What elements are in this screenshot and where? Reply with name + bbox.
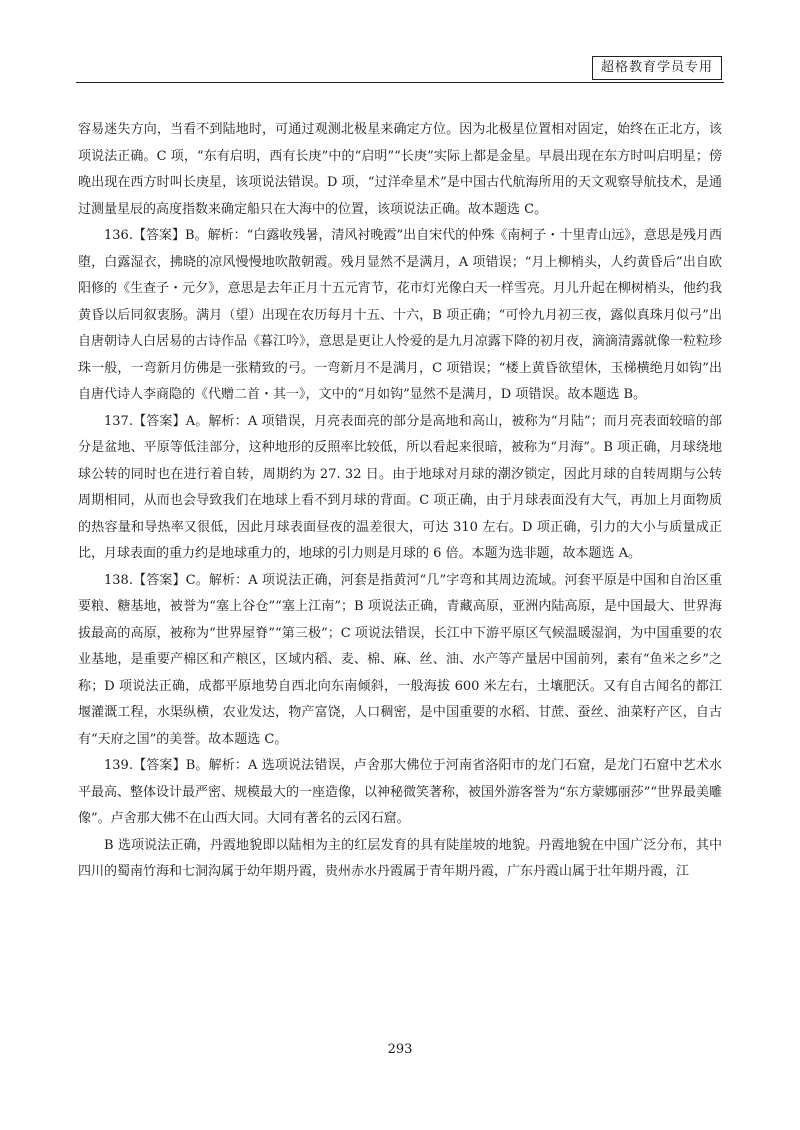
page-number: 293 — [387, 1042, 413, 1057]
paragraph-answer-137: 137.【答案】A。解析：A 项错误，月亮表面亮的部分是高地和高山，被称为“月陆”；而月亮表面较暗的部分是盆地、平原等低洼部分，这种地形的反照率比较低，所以看起来很暗，被称为“月海”。B 项正确，月球绕地球公转的同时也在进行着自转，周期约为 27. 32 日。由于地球对月球的潮汐锁定，因此月球的自转周期与公转周期相同，从而也会导致我们在地球上看不到月球的背面。C 项正确，由于月球表面没有大气，再加上月面物质的热容量和导热率又很低，因此月球表面昼夜的温差很大，可达 310 左右。D 项正确，引力的大小与质量成正比，月球表面的重力约是地球重力的，地球的引力则是月球的 6 倍。本题为选非题，故本题选 A。 — [78, 413, 722, 561]
header-rule — [76, 82, 724, 83]
paragraph-answer-138: 138.【答案】C。解析：A 项说法正确，河套是指黄河“几”字弯和其周边流域。河套平原是中国和自治区重要粮、糖基地，被誉为“塞上谷仓”“塞上江南”；B 项说法正确，青藏高原，亚洲内陆高原，是中国最大、世界海拔最高的高原，被称为“世界屋脊”“第三极”；C 项说法错误，长江中下游平原区气候温暖湿润，为中国重要的农业基地，是重要产棉区和产粮区，区域内稻、麦、棉、麻、丝、油、水产等产量居中国前列，素有“鱼米之乡”之称；D 项说法正确，成都平原地势自西北向东南倾斜，一般海拔 600 米左右，土壤肥沃。又有自古闻名的都江堰灌溉工程，水渠纵横，农业发达，物产富饶，人口稠密，是中国重要的水稻、甘蔗、蚕丝、油菜籽产区，自古有“天府之国”的美誉。故本题选 C。 — [78, 572, 722, 747]
header-badge: 超格教育学员专用 — [592, 56, 722, 80]
paragraph-answer-139: 139.【答案】B。解析：A 选项说法错误，卢舍那大佛位于河南省洛阳市的龙门石窟，是龙门石窟中艺术水平最高、整体设计最严密、规模最大的一座造像，以神秘微笑著称，被国外游客誉为“东方蒙娜丽莎”“世界最美雕像”。卢舍那大佛不在山西大同。大同有著名的云冈石窟。 — [78, 758, 722, 826]
paragraph-answer-136: 136.【答案】B。解析：“白露收残暑，清风衬晚霞”出自宋代的仲殊《南柯子・十里青山远》，意思是残月西堕，白露湿衣，拂晓的凉风慢慢地吹散朝霞。残月显然不是满月，A 项错误；“月上柳梢头，人约黄昏后”出自欧阳修的《生查子・元夕》，意思是去年正月十五元宵节，花市灯光像白天一样雪亮。月儿升起在柳树梢头，他约我黄昏以后同叙衷肠。满月（望）出现在农历每月十五、十六，B 项正确；“可怜九月初三夜，露似真珠月似弓”出自唐朝诗人白居易的古诗作品《暮江吟》，意思是更让人怜爱的是九月凉露下降的初月夜，滴滴清露就像一粒粒珍珠一般，一弯新月仿佛是一张精致的弓。一弯新月不是满月，C 项错误；“楼上黄昏欲望休，玉梯横绝月如钩”出自唐代诗人李商隐的《代赠二首・其一》，文中的“月如钩”显然不是满月，D 项错误。故本题选 B。 — [78, 228, 722, 402]
document-body — [78, 117, 722, 886]
paragraph-continuation: 容易迷失方向，当看不到陆地时，可通过观测北极星来确定方位。因为北极星位置相对固定，始终在正北方，该项说法正确。C 项，“东有启明，西有长庚”中的“启明”“长庚”实际上都是金星。早晨出现在东方时叫启明星；傍晚出现在西方时叫长庚星，该项说法错误。D 项，“过洋牵星术”是中国古代航海所用的天文观察导航技术，是通过测量星辰的高度指数来确定船只在大海中的位置，该项说法正确。故本题选 C。 — [78, 122, 722, 217]
paragraph-option-b: B 选项说法正确，丹霞地貌即以陆相为主的红层发育的具有陡崖坡的地貌。丹霞地貌在中国广泛分布，其中四川的蜀南竹海和七洞沟属于幼年期丹霞，贵州赤水丹霞属于青年期丹霞，广东丹霞山属于壮年期丹霞，江 — [78, 837, 722, 879]
